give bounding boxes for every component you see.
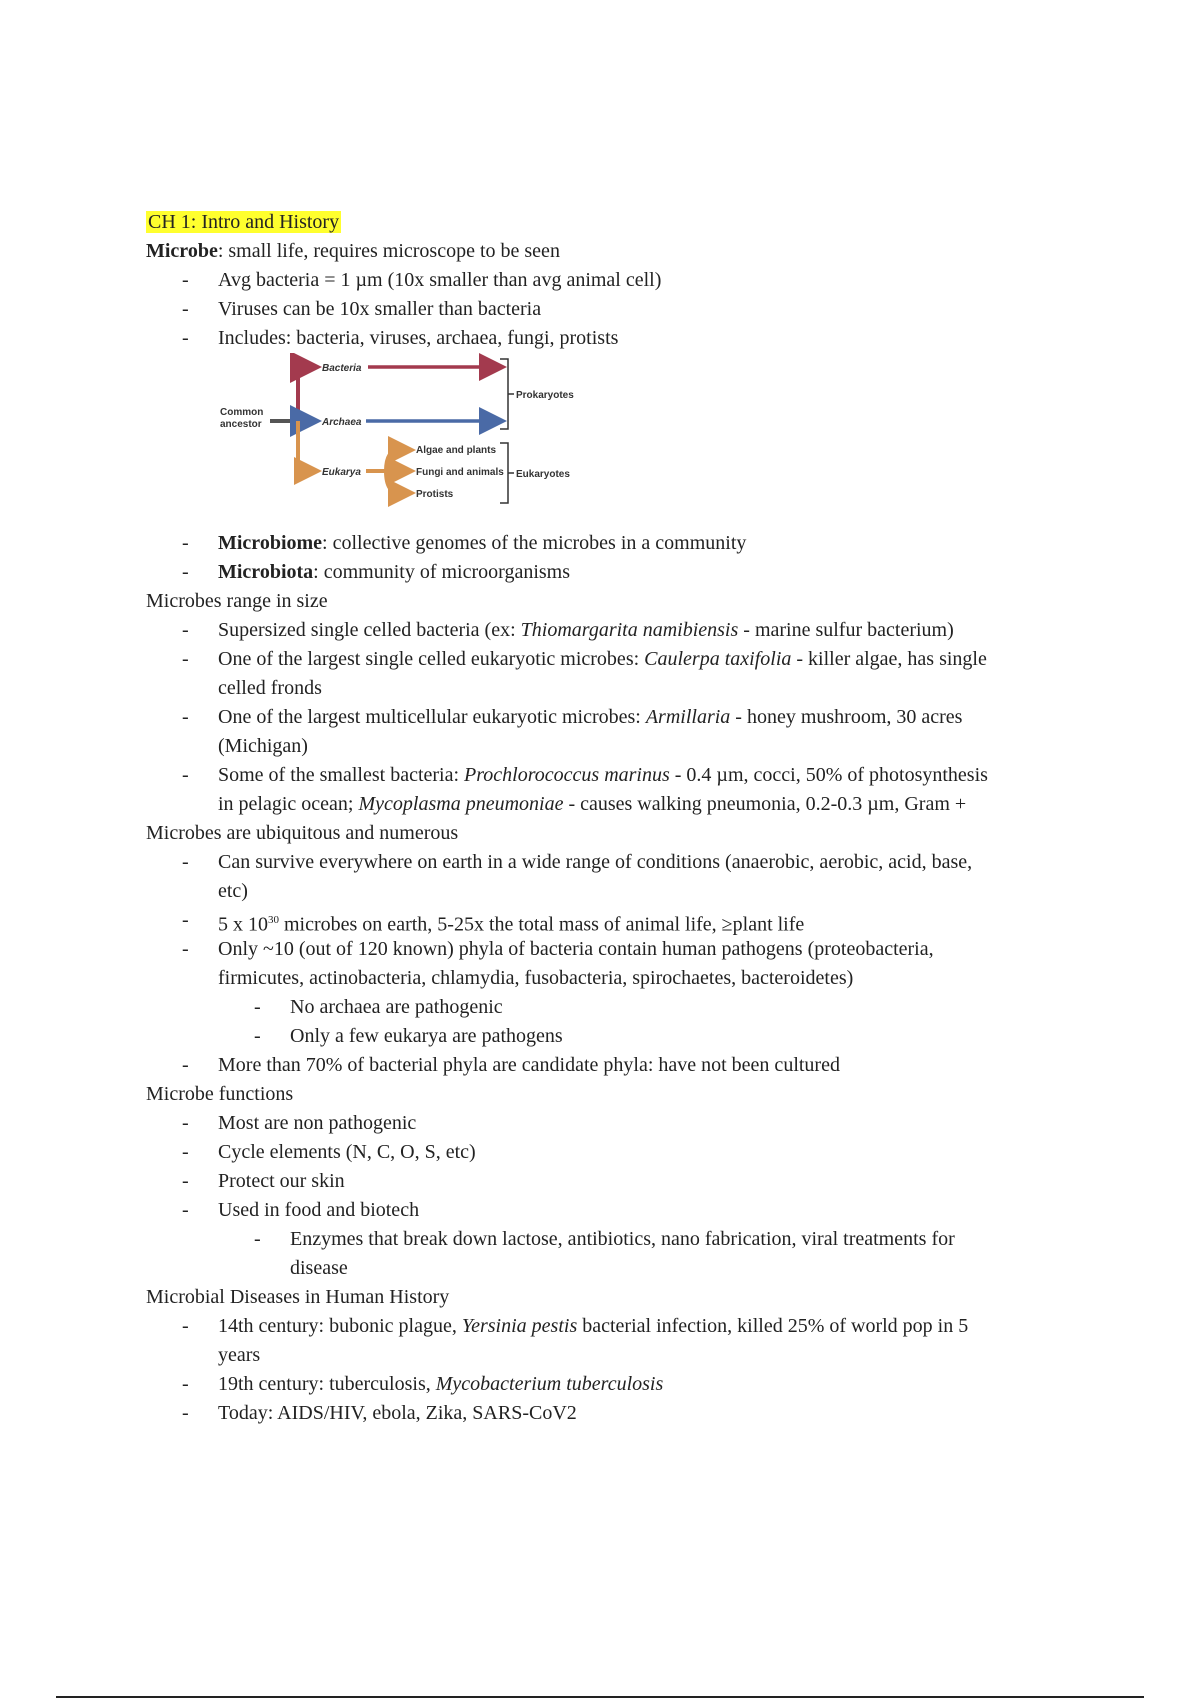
bullet-item: - One of the largest single celled eukaryotic microbes: Caulerpa taxifolia - killer algae, has single xyxy=(182,648,987,670)
bullet-item: - 14th century: bubonic plague, Yersinia pestis bacterial infection, killed 25% of world pop in 5 xyxy=(182,1315,969,1337)
sub-bullet-item: - Enzymes that break down lactose, antibiotics, nano fabrication, viral treatments for xyxy=(254,1228,955,1250)
bullet-item: - Protect our skin xyxy=(182,1170,345,1192)
bullet-item: - Supersized single celled bacteria (ex: Thiomargarita namibiensis - marine sulfur bacterium) xyxy=(182,619,954,641)
euk-child-algae: Algae and plants xyxy=(416,445,497,456)
sub-bullet-item: - Only a few eukarya are pathogens xyxy=(254,1025,563,1047)
microbe-definition xyxy=(146,237,1076,266)
bullet-continuation: etc) xyxy=(218,880,248,902)
bullet-item: - Includes: bacteria, viruses, archaea, fungi, protists xyxy=(182,327,619,349)
bullet-item: - Some of the smallest bacteria: Prochlorococcus marinus - 0.4 µm, cocci, 50% of photosynthesis xyxy=(182,764,988,786)
term-microbe: Microbe xyxy=(146,240,218,262)
root-label-line2: ancestor xyxy=(220,419,262,430)
root-label: Common xyxy=(220,407,264,418)
euk-child-fungi: Fungi and animals xyxy=(416,467,504,478)
section-title: Microbial Diseases in Human History xyxy=(146,1286,450,1308)
archaea-label: Archaea xyxy=(322,417,362,428)
sub-bullet-continuation: disease xyxy=(290,1257,348,1279)
bacteria-label: Bacteria xyxy=(322,363,362,374)
section-title: Microbes range in size xyxy=(146,590,328,612)
species-name: Prochlorococcus marinus xyxy=(464,764,670,786)
sub-bullet-item: - No archaea are pathogenic xyxy=(254,996,503,1018)
bullet-text: : community of microorganisms xyxy=(313,561,570,583)
prokaryotes-label: Prokaryotes xyxy=(516,390,574,401)
term-microbiome: Microbiome xyxy=(218,532,323,554)
bullet-item: - Can survive everywhere on earth in a wide range of conditions (anaerobic, aerobic, acid, base, xyxy=(182,851,973,873)
bullet-item: - Only ~10 (out of 120 known) phyla of bacteria contain human pathogens (proteobacteria, xyxy=(182,938,934,960)
bacteria-branch xyxy=(298,367,314,421)
bullet-item: - More than 70% of bacterial phyla are candidate phyla: have not been cultured xyxy=(182,1054,840,1076)
bullet-item: - Microbiota: community of microorganisms xyxy=(182,561,570,583)
section-title: Microbe functions xyxy=(146,1083,294,1105)
bullet-continuation: celled fronds xyxy=(218,677,322,699)
eukaryotes-label: Eukaryotes xyxy=(516,469,570,480)
bullet-item: - 19th century: tuberculosis, Mycobacterium tuberculosis xyxy=(182,1373,664,1395)
bullet-item: - Used in food and biotech xyxy=(182,1199,420,1221)
species-name: Mycoplasma pneumoniae xyxy=(358,793,564,815)
section-title: Microbes are ubiquitous and numerous xyxy=(146,822,459,844)
exponent: 30 xyxy=(268,914,279,926)
species-name: Yersinia pestis xyxy=(461,1315,578,1337)
eukarya-label: Eukarya xyxy=(322,467,361,478)
footer-rule xyxy=(56,1696,1144,1698)
svg-text:ancestor xyxy=(220,419,262,430)
bullet-item: - Avg bacteria = 1 µm (10x smaller than avg animal cell) xyxy=(182,269,662,291)
bullet-item: - Most are non pathogenic xyxy=(182,1112,417,1134)
bullet-text: Avg bacteria = 1 µm (10x smaller than avg animal cell) xyxy=(218,269,662,291)
bullet-continuation: firmicutes, actinobacteria, chlamydia, fusobacteria, spirochaetes, bacteroidetes) xyxy=(218,967,854,989)
prokaryotes-bracket xyxy=(500,359,514,429)
bullet-item: - One of the largest multicellular eukaryotic microbes: Armillaria - honey mushroom, 30 acres xyxy=(182,706,963,728)
bullet-continuation: years xyxy=(218,1344,261,1366)
species-name: Caulerpa taxifolia xyxy=(644,648,792,670)
bullet-item: - Microbiome: collective genomes of the microbes in a community xyxy=(182,532,747,554)
bullet-continuation: in pelagic ocean; Mycoplasma pneumoniae - causes walking pneumonia, 0.2-0.3 µm, Gram + xyxy=(218,793,967,815)
bullet-item: - 5 x $10^{30}$ microbes on earth, 5-25x the total mass of animal life, ≥plant life xyxy=(182,909,805,936)
species-name: Thiomargarita namibiensis xyxy=(520,619,739,641)
eukarya-branch xyxy=(298,421,314,471)
heading-highlight: CH 1: Intro and History xyxy=(148,211,340,233)
bullet-item: - Viruses can be 10x smaller than bacteria xyxy=(182,298,542,320)
tree-of-life-diagram xyxy=(146,353,1076,529)
notes-page xyxy=(146,208,1076,1428)
euk-child-protists: Protists xyxy=(416,489,454,500)
bullet-text: : collective genomes of the microbes in a community xyxy=(322,532,747,554)
chapter-heading xyxy=(146,208,1076,237)
species-name: Armillaria xyxy=(645,706,731,728)
species-name: Mycobacterium tuberculosis xyxy=(435,1373,664,1395)
term-microbiota: Microbiota xyxy=(218,561,314,583)
bullet-text: Includes: bacteria, viruses, archaea, fungi, protists xyxy=(218,327,619,349)
bullet-item: - Cycle elements (N, C, O, S, etc) xyxy=(182,1141,476,1163)
definition-text: : small life, requires microscope to be seen xyxy=(217,240,560,262)
bullet-item: - Today: AIDS/HIV, ebola, Zika, SARS-CoV2 xyxy=(182,1402,577,1424)
bullet-continuation: (Michigan) xyxy=(218,735,308,757)
bullet-text: Viruses can be 10x smaller than bacteria xyxy=(218,298,542,320)
